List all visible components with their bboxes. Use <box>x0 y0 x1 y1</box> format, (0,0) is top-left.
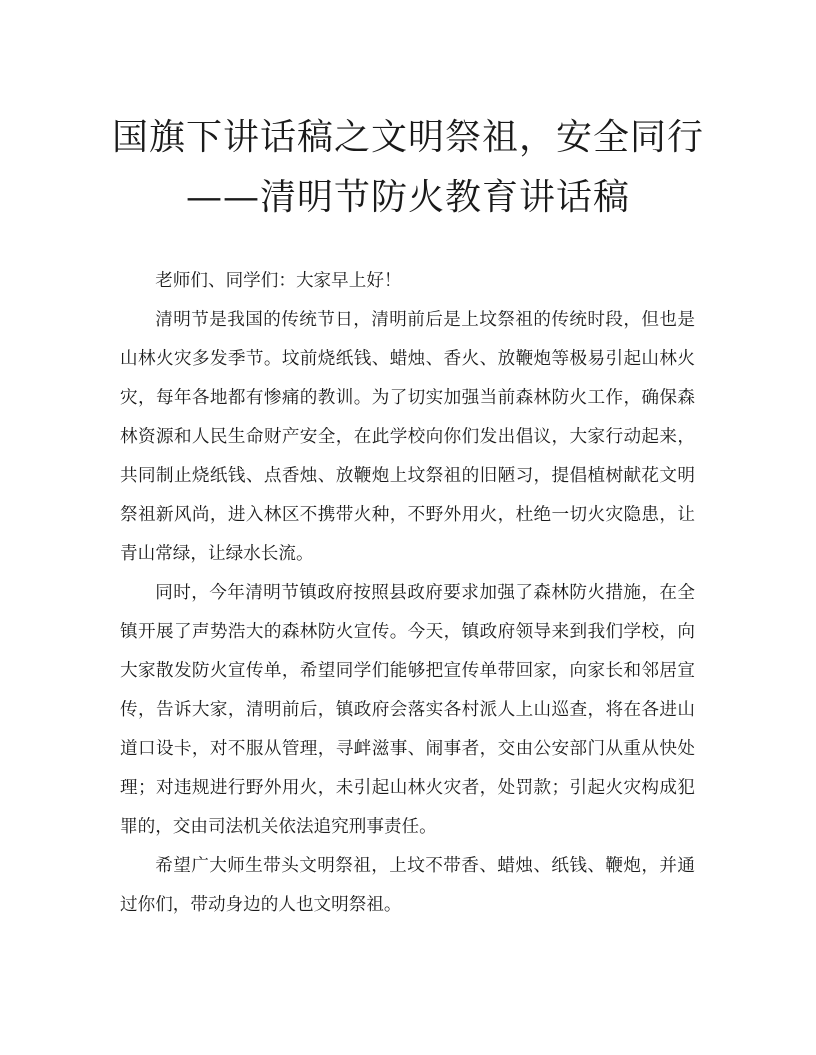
title-line-1: 国旗下讲话稿之文明祭祖，安全同行 <box>111 117 704 158</box>
document-title <box>0 108 816 228</box>
title-line-2: ——清明节防火教育讲话稿 <box>185 177 630 218</box>
body-paragraph-2: 同时，今年清明节镇政府按照县政府要求加强了森林防火措施，在全镇开展了声势浩大的森林防火宣传。今天，镇政府领导来到我们学校，向大家散发防火宣传单，希望同学们能够把宣传单带回家，向家长和邻居宣传，告诉大家，清明前后，镇政府会落实各村派人上山巡查，将在各进山道口设卡，对不服从管理，寻衅滋事、闹事者，交由公安部门从重从快处理；对违规进行野外用火，未引起山林火灾者，处罚款；引起火灾构成犯罪的，交由司法机关依法追究刑事责任。 <box>120 583 695 837</box>
body-paragraph-3: 希望广大师生带头文明祭祖，上坟不带香、蜡烛、纸钱、鞭炮，并通过你们，带动身边的人也文明祭祖。 <box>120 856 695 915</box>
document-body <box>120 262 695 925</box>
greeting-paragraph: 老师们、同学们：大家早上好！ <box>155 271 402 291</box>
body-paragraph-1: 清明节是我国的传统节日，清明前后是上坟祭祖的传统时段，但也是山林火灾多发季节。坟前烧纸钱、蜡烛、香火、放鞭炮等极易引起山林火灾，每年各地都有惨痛的教训。为了切实加强当前森林防火工作，确保森林资源和人民生命财产安全，在此学校向你们发出倡议，大家行动起来，共同制止烧纸钱、点香烛、放鞭炮上坟祭祖的旧陋习，提倡植树献花文明祭祖新风尚，进入林区不携带火种，不野外用火，杜绝一切火灾隐患，让青山常绿，让绿水长流。 <box>120 310 695 564</box>
